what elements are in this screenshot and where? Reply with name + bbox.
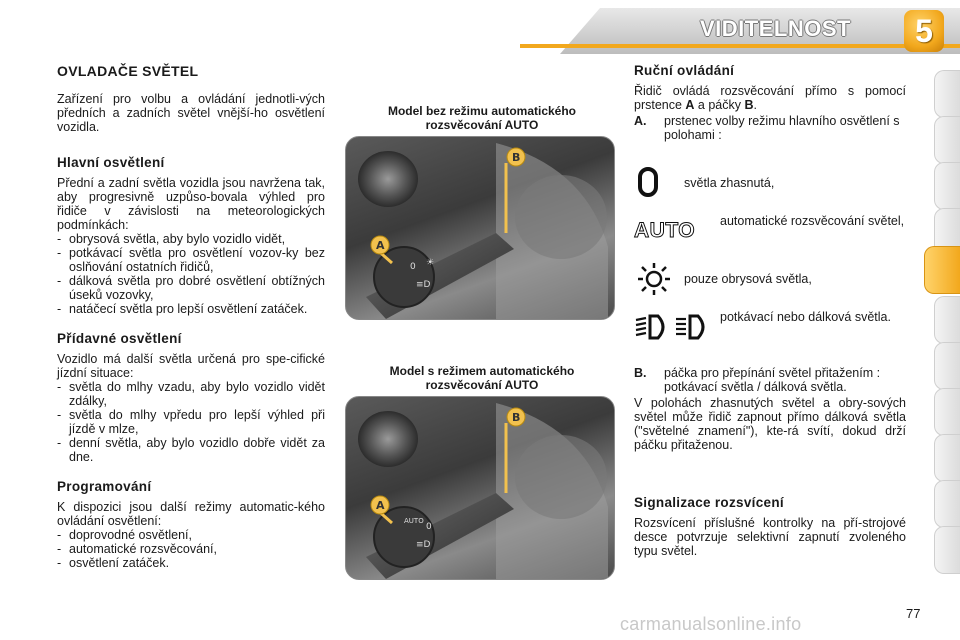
symbol-row-auto bbox=[634, 214, 906, 248]
item-b-label: B. bbox=[634, 366, 647, 380]
symbol-row-headlights bbox=[634, 310, 906, 344]
auto-icon bbox=[634, 214, 720, 248]
low-beam-icon bbox=[636, 316, 663, 338]
label-a: A bbox=[376, 239, 385, 252]
subsection-title-main-lighting: Hlavní osvětlení bbox=[57, 155, 165, 170]
subsection-title-additional-lighting: Přídavné osvětlení bbox=[57, 331, 182, 346]
auto-icon-label: AUTO bbox=[634, 219, 696, 242]
intro-text-end: . bbox=[753, 98, 757, 112]
chapter-tab-10[interactable] bbox=[934, 480, 960, 528]
manual-control-intro bbox=[634, 84, 906, 112]
list-item: - obrysová světla, aby bylo vozidlo vidět, bbox=[57, 232, 325, 246]
svg-text:0: 0 bbox=[426, 522, 432, 532]
chapter-tab-5-active[interactable] bbox=[924, 246, 960, 294]
figure-caption-manual: Model bez režimu automatického rozsvěcování AUTO bbox=[387, 104, 577, 132]
left-column bbox=[57, 58, 325, 570]
chapter-tab-1[interactable] bbox=[934, 70, 960, 118]
item-a-label: A. bbox=[634, 114, 647, 128]
flash-note: V polohách zhasnutých světel a obry-sových světel může řidič zapnout přímo dálková světla ("světelné znamení"), kte-rá svítí, dokud drží páčku přitaženou. bbox=[634, 396, 906, 452]
chapter-tab-2[interactable] bbox=[934, 116, 960, 164]
symbol-row-sidelights bbox=[634, 262, 906, 296]
list-item: - automatické rozsvěcování, bbox=[57, 542, 325, 556]
additional-lighting-text: Vozidlo má další světla určená pro spe-cifické jízdní situace: bbox=[57, 352, 325, 380]
chapter-tab-11[interactable] bbox=[934, 526, 960, 574]
svg-text:0: 0 bbox=[410, 262, 416, 272]
subsection-title-manual-control: Ruční ovládání bbox=[634, 63, 735, 78]
high-beam-icon bbox=[676, 316, 703, 338]
dashboard-cluster bbox=[515, 435, 607, 519]
intro-ring-label: A bbox=[685, 98, 695, 112]
svg-text:≡D: ≡D bbox=[416, 540, 431, 550]
symbol-row-off bbox=[634, 166, 906, 200]
chapter-badge: 5 bbox=[904, 10, 944, 52]
chapter-tab-8[interactable] bbox=[934, 388, 960, 436]
label-b: B bbox=[512, 411, 521, 424]
programming-text: K dispozici jsou další režimy automatic-kého ovládání osvětlení: bbox=[57, 500, 325, 528]
chapter-tab-9[interactable] bbox=[934, 434, 960, 482]
item-b bbox=[634, 366, 906, 394]
symbol-text-off: světla zhasnutá, bbox=[684, 176, 775, 190]
list-item: - světla do mlhy vpředu pro lepší výhled při jízdě v mlze, bbox=[57, 408, 325, 436]
item-b-text: páčka pro přepínání světel přitažením : potkávací světla / dálková světla. bbox=[664, 366, 881, 394]
auto-mark: AUTO bbox=[404, 517, 424, 525]
section-title: OVLADAČE SVĚTEL bbox=[57, 63, 199, 79]
intro-text-part: a páčky bbox=[694, 98, 745, 112]
label-a: A bbox=[376, 499, 385, 512]
list-item: - natáčecí světla pro lepší osvětlení zatáček. bbox=[57, 302, 325, 316]
stalk-illustration-manual bbox=[346, 137, 615, 320]
air-vent-icon bbox=[358, 151, 418, 207]
list-item: - světla do mlhy vzadu, aby bylo vozidlo vidět zdálky, bbox=[57, 380, 325, 408]
svg-text:≡D: ≡D bbox=[416, 280, 431, 290]
chapter-tab-3[interactable] bbox=[934, 162, 960, 210]
main-lighting-list bbox=[57, 232, 325, 316]
page-number: 77 bbox=[906, 606, 921, 621]
figure-light-stalk-auto bbox=[345, 396, 615, 580]
programming-list bbox=[57, 528, 325, 570]
subsection-title-programming: Programování bbox=[57, 479, 152, 494]
dashboard-cluster bbox=[515, 175, 607, 259]
list-item: - dálková světla pro dobré osvětlení obtížných úseků vozovky, bbox=[57, 274, 325, 302]
symbol-text-auto: automatické rozsvěcování světel, bbox=[720, 214, 905, 228]
figure-light-stalk-manual bbox=[345, 136, 615, 320]
headlight-icons bbox=[634, 310, 720, 344]
figure-caption-auto: Model s režimem automatického rozsvěcování AUTO bbox=[389, 364, 575, 392]
signal-text: Rozsvícení příslušné kontrolky na pří-strojové desce potvrzuje selektivní zapnutí zvoleného typu světel. bbox=[634, 516, 906, 558]
main-lighting-text: Přední a zadní světla vozidla jsou navržena tak, aby progresivně uzpůso-bovala výhled pro řidiče v závislosti na meteorologických podmínkách: bbox=[57, 176, 325, 232]
item-a-text: prstenec volby režimu hlavního osvětlení s polohami : bbox=[664, 114, 900, 142]
label-b: B bbox=[512, 151, 521, 164]
intro-text-part: Řidič ovládá rozsvěcování přímo s pomocí prstence bbox=[634, 84, 906, 112]
watermark: carmanualsonline.info bbox=[620, 614, 802, 634]
air-vent-icon bbox=[358, 411, 418, 467]
svg-text:☀: ☀ bbox=[426, 258, 435, 268]
item-a bbox=[634, 114, 906, 142]
list-item: - osvětlení zatáček. bbox=[57, 556, 325, 570]
chapter-tabs bbox=[932, 70, 960, 580]
symbol-text-headlights: potkávací nebo dálková světla. bbox=[720, 310, 891, 324]
symbol-text-sidelights: pouze obrysová světla, bbox=[684, 272, 812, 286]
list-item: - potkávací světla pro osvětlení vozov-ky bez oslňování ostatních řidičů, bbox=[57, 246, 325, 274]
page-title: VIDITELNOST bbox=[700, 16, 851, 41]
right-column bbox=[634, 58, 906, 558]
intro-text: Zařízení pro volbu a ovládání jednotli-vých předních a zadních světel vnější-ho osvětlení vozidla. bbox=[57, 92, 325, 134]
intro-stalk-label: B bbox=[744, 98, 754, 112]
list-item: - denní světla, aby bylo vozidlo dobře vidět za dne. bbox=[57, 436, 325, 464]
chapter-tab-6[interactable] bbox=[934, 296, 960, 344]
additional-lighting-list bbox=[57, 380, 325, 464]
list-item: - doprovodné osvětlení, bbox=[57, 528, 325, 542]
subsection-title-signal: Signalizace rozsvícení bbox=[634, 495, 784, 510]
stalk-illustration-auto bbox=[346, 397, 615, 580]
chapter-tab-7[interactable] bbox=[934, 342, 960, 390]
